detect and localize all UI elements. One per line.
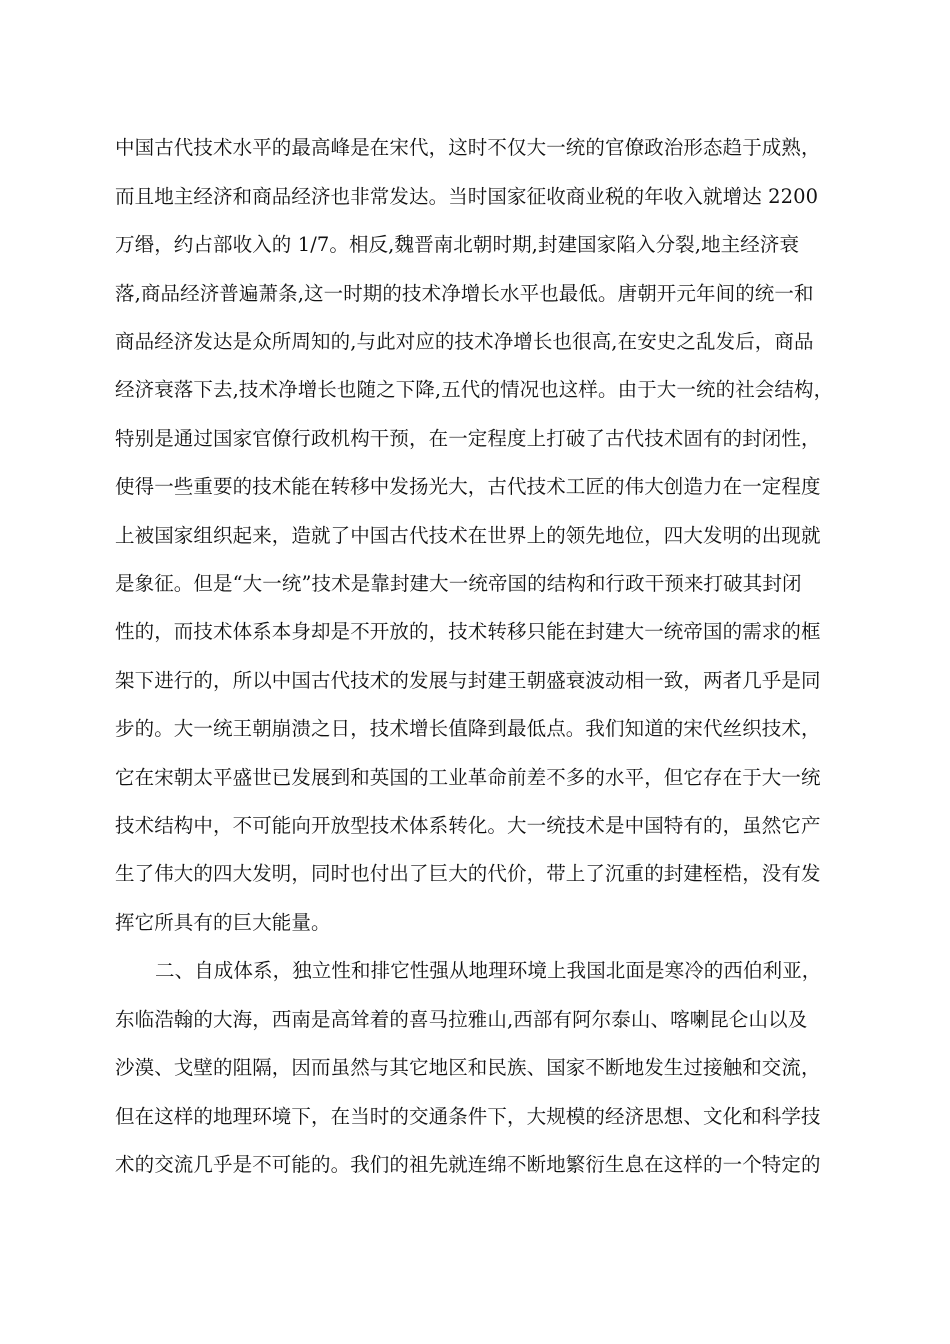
text-line: 使得一些重要的技术能在转移中发扬光大，古代技术工匠的伟大创造力在一定程度 [115, 475, 821, 498]
text-line: 是象征。但是“大一统”技术是靠封建大一统帝国的结构和行政干预来打破其封闭 [115, 572, 802, 595]
text-line: 而且地主经济和商品经济也非常发达。当时国家征收商业税的年收入就增达 2200 [115, 185, 819, 208]
text-line: 技术结构中，不可能向开放型技术体系转化。大一统技术是中国特有的，虽然它产 [115, 814, 821, 837]
text-line: 挥它所具有的巨大能量。 [115, 911, 331, 934]
text-line: 但在这样的地理环境下，在当时的交通条件下，大规模的经济思想、文化和科学技 [115, 1105, 821, 1128]
text-line: 性的，而技术体系本身却是不开放的，技术转移只能在封建大一统帝国的需求的框 [115, 620, 821, 643]
section-heading-line: 二、自成体系，独立性和排它性强从地理环境上我国北面是寒冷的西伯利亚， [155, 959, 822, 982]
text-line: 它在宋朝太平盛世已发展到和英国的工业革命前差不多的水平，但它存在于大一统 [115, 766, 821, 789]
text-line: 生了伟大的四大发明，同时也付出了巨大的代价，带上了沉重的封建桎梏，没有发 [115, 862, 821, 885]
text-line: 中国古代技术水平的最高峰是在宋代，这时不仅大一统的官僚政治形态趋于成熟， [115, 136, 821, 159]
text-line: 万缗，约占部收入的 1/7。相反,魏晋南北朝时期,封建国家陷入分裂,地主经济衰 [115, 233, 800, 256]
text-line: 商品经济发达是众所周知的,与此对应的技术净增长也很高,在安史之乱发后，商品 [115, 330, 814, 353]
text-line: 步的。大一统王朝崩溃之日，技术增长值降到最低点。我们知道的宋代丝织技术， [115, 717, 821, 740]
text-line: 落,商品经济普遍萧条,这一时期的技术净增长水平也最低。唐朝开元年间的统一和 [115, 282, 814, 305]
text-line: 经济衰落下去,技术净增长也随之下降,五代的情况也这样。由于大一统的社会结构， [115, 378, 834, 401]
text-line: 东临浩翰的大海，西南是高耸着的喜马拉雅山,西部有阿尔泰山、喀喇昆仑山以及 [115, 1008, 808, 1031]
text-line: 特别是通过国家官僚行政机构干预，在一定程度上打破了古代技术固有的封闭性， [115, 427, 821, 450]
text-line: 术的交流几乎是不可能的。我们的祖先就连绵不断地繁衍生息在这样的一个特定的 [115, 1153, 821, 1176]
text-line: 上被国家组织起来，造就了中国古代技术在世界上的领先地位，四大发明的出现就 [115, 524, 821, 547]
text-line: 架下进行的，所以中国古代技术的发展与封建王朝盛衰波动相一致，两者几乎是同 [115, 669, 821, 692]
text-line: 沙漠、戈壁的阻隔，因而虽然与其它地区和民族、国家不断地发生过接触和交流， [115, 1056, 821, 1079]
